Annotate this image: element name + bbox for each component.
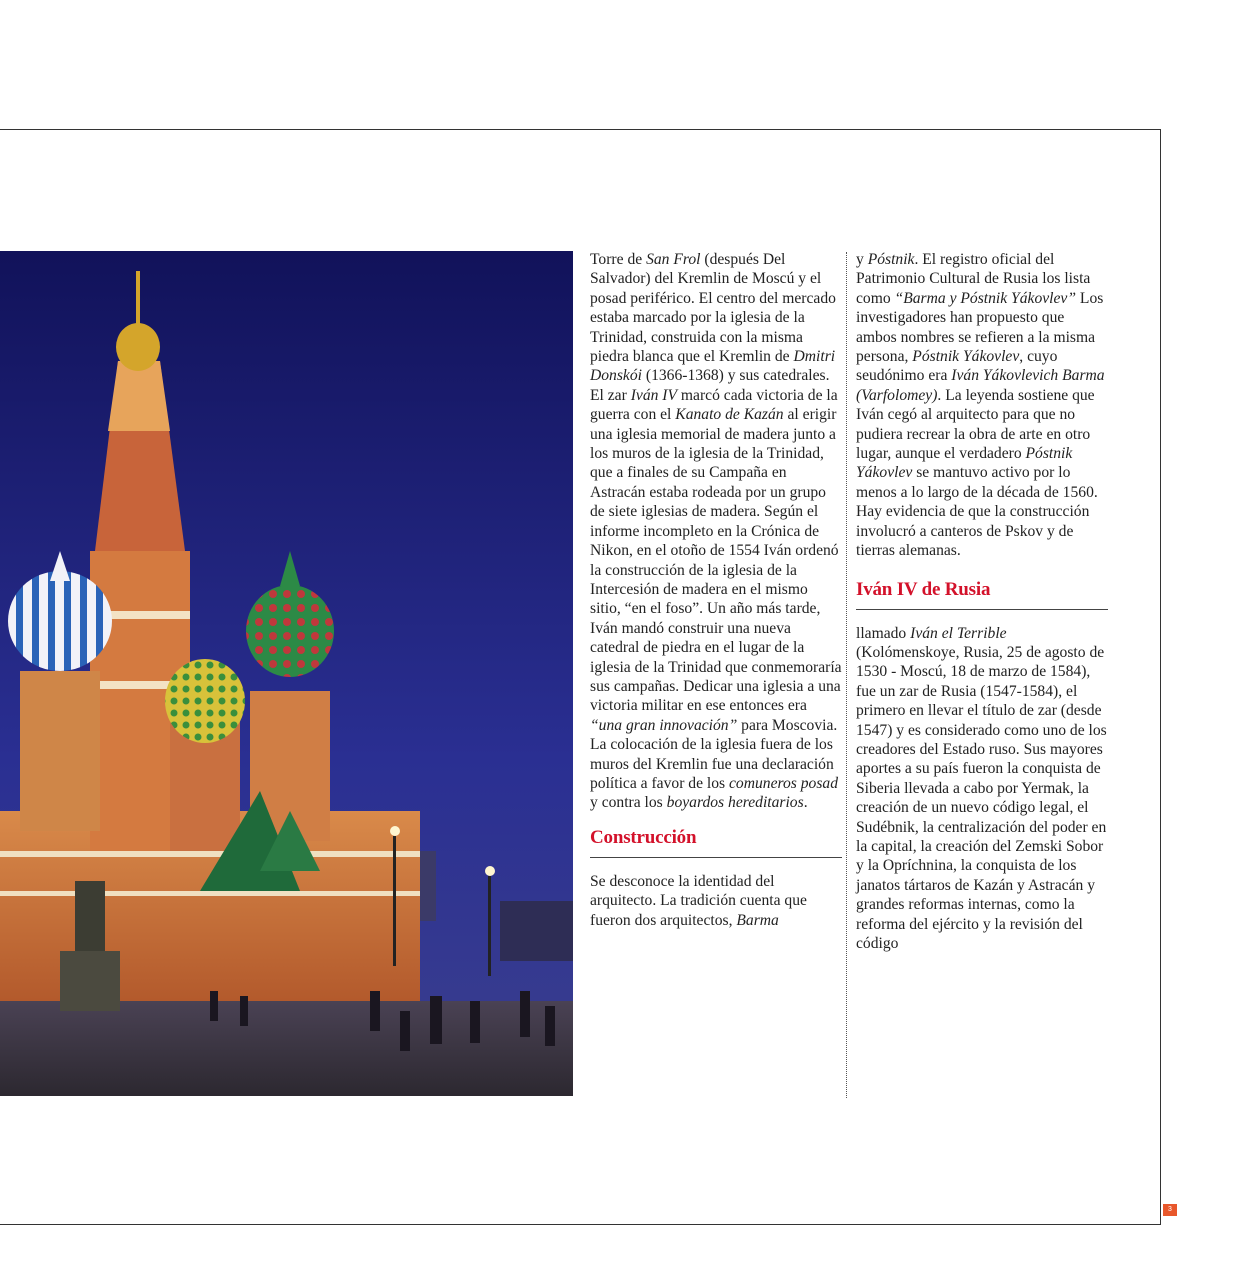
column-dotted-divider [846,252,847,1098]
text-run: y [856,251,868,268]
heading-underline [590,857,842,858]
italic-text-run: Kanato de Kazán [675,406,784,424]
italic-text-run: comuneros posad [729,774,839,792]
text-run: llamado [856,624,911,642]
text-run: se mantuvo activo por lo menos a lo largo de la década de 1560. Hay evidencia de que la construcción involucró a canteros de Pskov y de tierras alemanas. [856,464,1098,560]
text-run: . La leyenda sostiene que Iván cegó al arquitecto para que no pudiera recrear la obra de arte en otro lugar, aunque el verdadero [856,386,1095,463]
page-frame-top-rule [0,129,1161,130]
italic-text-run: Póstnik Yákovlev [912,348,1020,366]
text-run: . El registro oficial del Patrimonio Cultural de Rusia los lista como [856,251,1091,307]
text-run: y contra los [590,794,667,812]
text-column-right [856,250,1108,953]
text-run: (después Del Salvador) del Kremlin de Moscú y el posad periférico. El centro del mercado estaba marcado por la iglesia de la Trinidad, construida con la misma piedra blanca que el Kremlin de [590,251,836,366]
text-run: , cuyo seudónimo era [856,348,1058,385]
cathedral-photo [0,251,573,1096]
italic-text-run: Póstnik Yákovlev [856,445,1073,482]
text-run: (1366-1368) y sus catedrales. El zar [590,367,830,404]
italic-text-run: Barma [736,911,779,929]
column-right-paragraph-1 [856,250,1108,561]
text-run: Torre de [590,251,647,268]
italic-text-run: “Barma y Póstnik Yákovlev” [894,289,1077,307]
text-run: para Moscovia. La colocación de la iglesia fuera de los muros del Kremlin fue una declaración política a favor de los [590,716,838,792]
text-run: marcó cada victoria de la guerra con el [590,386,838,424]
italic-text-run: Póstnik [867,251,915,268]
text-column-left [590,250,842,930]
text-run: (Kolómenskoye, Rusia, 25 de agosto de 1530 - Moscú, 18 de marzo de 1584), fue un zar de Rusia (1547-1584), el primero en llevar el título de zar (desde 1547) y es considerado como uno de los creadores del Estado ruso. Sus mayores aportes a su país fueron la conquista de Siberia llevada a cabo por Yermak, la creación de un nuevo código legal, el Sudébnik, la centralización del poder en la capital, la creación del Zemski Sobor y la Opríchnina, la conquista de los janatos tártaros de Kazán y Astracán y grandes reformas internas, como la reforma del ejército y la revisión del código [856,643,1107,952]
column-left-paragraph-2 [590,872,842,930]
section-heading-construccion: Construcción [590,826,697,848]
section-heading-ivan-iv: Iván IV de Rusia [856,578,991,600]
italic-text-run: San Frol [646,251,701,268]
italic-text-run: Dmitri Donskói [590,348,836,385]
page-frame-right-rule [1160,129,1161,1225]
column-left-paragraph-1 [590,250,842,813]
text-run: Los investigadores han propuesto que ambos nombres se refieren a la misma persona, [856,289,1104,366]
italic-text-run: boyardos hereditarios [666,794,804,812]
heading-underline [856,609,1108,610]
text-run: al erigir una iglesia memorial de madera junto a los muros de la iglesia de la Trinidad, que a finales de su Campaña en Astracán estaba rodeada por un grupo de siete iglesias de madera. Según el informe incompleto en la Crónica de Nikon, en el otoño de 1554 Iván ordenó la construcción de la iglesia de la Intercesión de madera en el mismo sitio, “en el foso”. Un año más tarde, Iván mandó construir una nueva catedral de piedra en el lugar de la iglesia de la Trinidad que conmemoraría sus campañas. Dedicar una iglesia a una victoria militar en ese entonces era [590,406,842,715]
column-right-paragraph-2 [856,624,1108,954]
italic-text-run: Iván el Terrible [910,624,1007,642]
page-frame-bottom-rule [0,1224,1161,1225]
text-run: Se desconoce la identidad del arquitecto. La tradición cuenta que fueron dos arquitectos, [590,872,807,929]
text-run: . [803,794,808,812]
italic-text-run: “una gran innovación” [590,716,738,734]
page-number-tab: 3 [1163,1204,1177,1216]
italic-text-run: Iván IV [630,386,678,404]
italic-text-run: Iván Yákovlevich Barma (Varfolomey) [856,367,1105,404]
